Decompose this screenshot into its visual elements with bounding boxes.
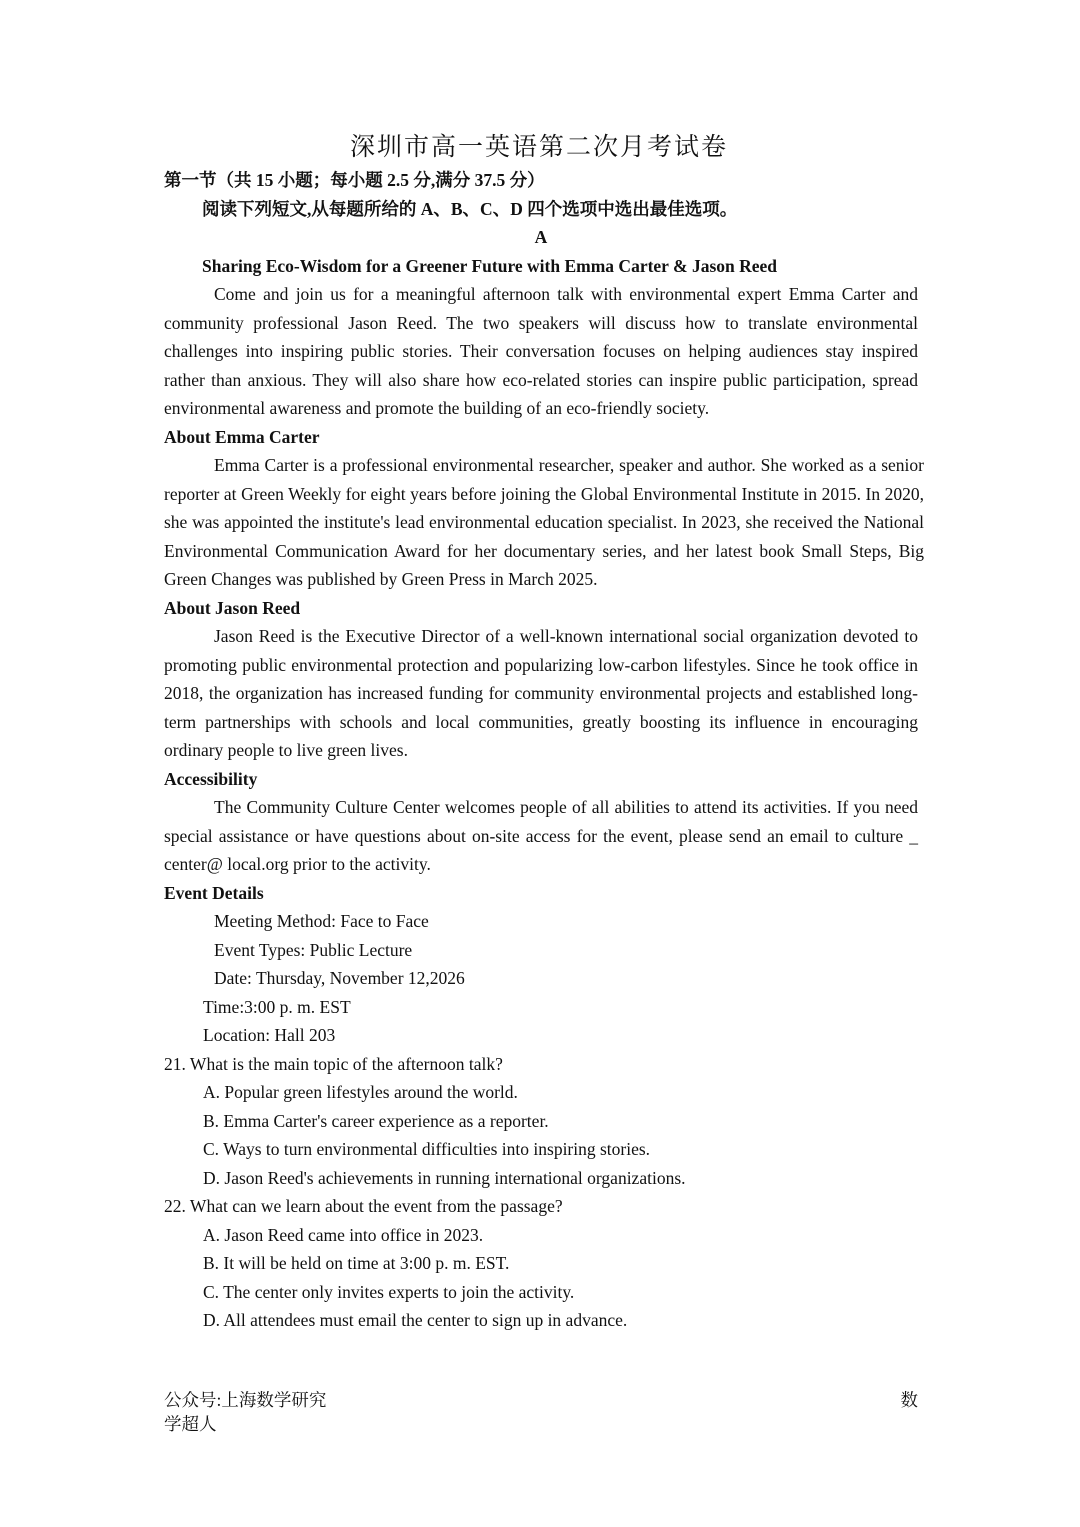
question-stem: 22. What can we learn about the event from the passage? (164, 1196, 563, 1216)
option-d: D. Jason Reed's achievements in running international organizations. (203, 1167, 686, 1188)
question-stem: 21. What is the main topic of the afternoon talk? (164, 1053, 503, 1074)
option-c: C. Ways to turn environmental difficulties into inspiring stories. (203, 1139, 651, 1159)
option-b: B. It will be held on time at 3:00 p. m. EST. (203, 1253, 510, 1273)
emma-paragraph (164, 451, 924, 594)
section-info: 第一节（共 15 小题；每小题 2.5 分,满分 37.5 分） (164, 170, 545, 190)
event-heading: Event Details (164, 882, 264, 903)
option-c: C. The center only invites experts to join the activity. (203, 1281, 575, 1302)
event-type: Event Types: Public Lecture (214, 939, 413, 960)
passage-heading: Sharing Eco-Wisdom for a Greener Future with Emma Carter & Jason Reed (202, 255, 778, 276)
page-content (164, 130, 924, 1335)
jason-text: Jason Reed is the Executive Director of a well-known international social organization devoted to promoting public environmental protection and popularizing low-carbon lifestyles. Since he took office in 2018, the organization has increased funding for community environmental projects and established long-term partnerships with schools and local communities, greatly boosting its influence in encouraging ordinary people to live green lives. (164, 626, 918, 760)
option-a: A. Jason Reed came into office in 2023. (203, 1224, 484, 1245)
instruction: 阅读下列短文,从每题所给的 A、B、C、D 四个选项中选出最佳选项。 (202, 198, 738, 219)
passage-letter: A (534, 227, 548, 247)
jason-paragraph (164, 622, 918, 765)
question-21 (164, 1050, 918, 1193)
intro-paragraph (164, 280, 918, 423)
emma-heading: About Emma Carter (164, 426, 320, 447)
option-b: B. Emma Carter's career experience as a reporter. (203, 1110, 549, 1131)
page-title: 深圳市高一英语第二次月考试卷 (349, 134, 728, 161)
option-d: D. All attendees must email the center to sign up in advance. (203, 1310, 628, 1330)
question-22 (164, 1192, 918, 1335)
accessibility-paragraph (164, 793, 918, 879)
footer-left: 公众号:上海数学研究 (164, 1390, 327, 1410)
event-method: Meeting Method: Face to Face (214, 911, 429, 931)
page-footer (164, 1388, 918, 1436)
jason-heading: About Jason Reed (164, 597, 301, 618)
footer-right: 数 (900, 1390, 918, 1410)
event-date: Date: Thursday, November 12,2026 (214, 968, 465, 988)
accessibility-text: The Community Culture Center welcomes people of all abilities to attend its activities. If you need special assistance or have questions about on-site access for the event, please send an email to culture _ center@ local.org prior to the activity. (164, 797, 918, 874)
accessibility-heading: Accessibility (164, 768, 258, 789)
event-time: Time:3:00 p. m. EST (203, 996, 351, 1017)
event-location: Location: Hall 203 (203, 1025, 336, 1045)
emma-text: Emma Carter is a professional environmental researcher, speaker and author. She worked as a senior reporter at Green Weekly for eight years before joining the Global Environmental Institute in 2015. In 2020, she was appointed the institute's lead environmental education specialist. In 2023, she received the National Environmental Communication Award for her documentary series, and her latest book Small Steps, Big Green Changes was published by Green Press in March 2025. (164, 455, 924, 589)
footer-wrap: 学超人 (164, 1414, 217, 1434)
intro-text: Come and join us for a meaningful afternoon talk with environmental expert Emma Carter and community professional Jason Reed. The two speakers will discuss how to translate environmental challenges into inspiring public stories. Their conversation focuses on helping audiences stay inspired rather than anxious. They will also share how eco-related stories can inspire public participation, spread environmental awareness and promote the building of an eco-friendly society. (164, 284, 918, 418)
option-a: A. Popular green lifestyles around the world. (203, 1082, 518, 1102)
